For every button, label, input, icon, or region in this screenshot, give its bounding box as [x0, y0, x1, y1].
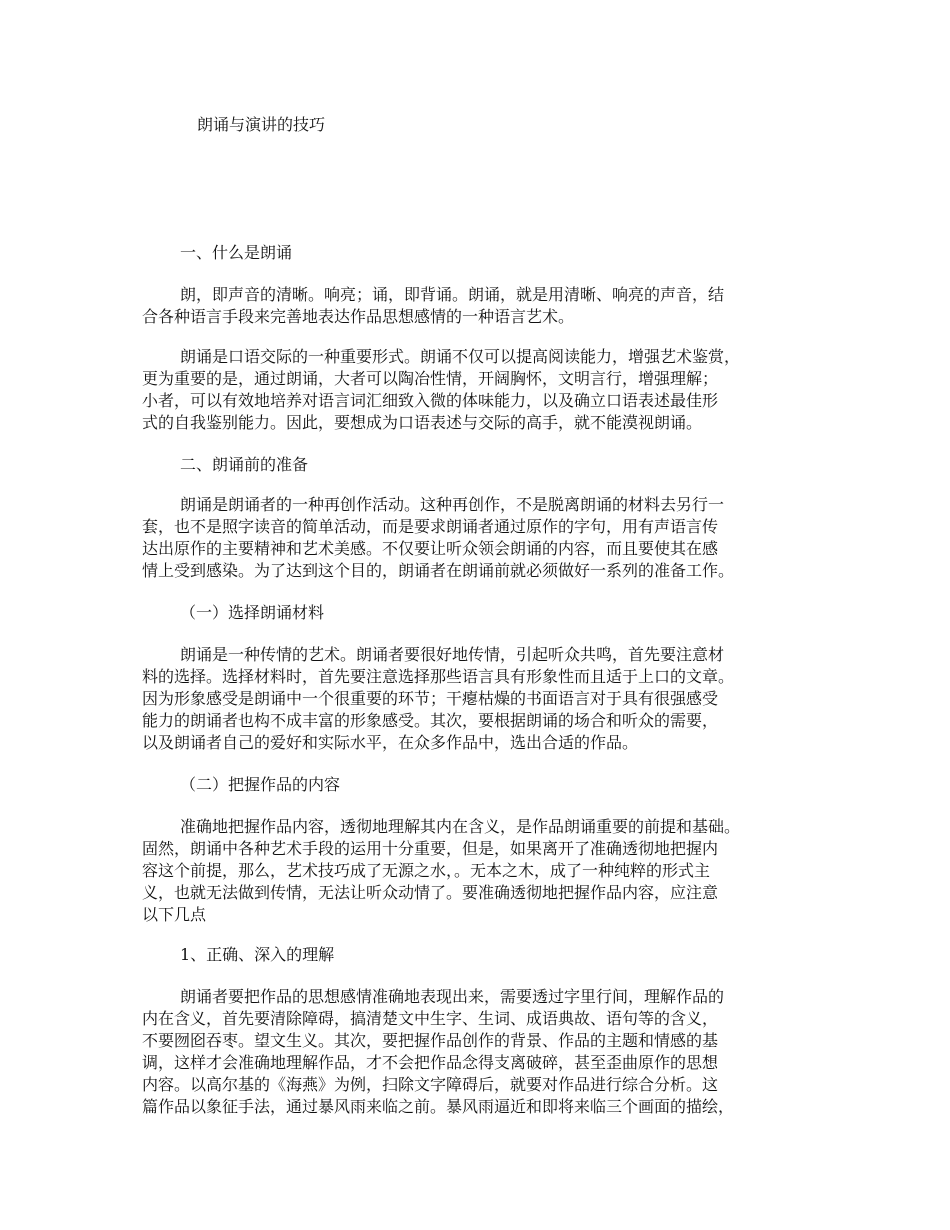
paragraph-line: 以下几点: [142, 905, 207, 924]
paragraph-definition: [142, 284, 822, 328]
paragraph-line: 以及朗诵者自己的爱好和实际水平，在众多作品中，选出合适的作品。: [142, 733, 639, 752]
paragraph-line: 朗诵者要把作品的思想感情准确地表现出来，需要透过字里行间，理解作品的: [180, 987, 725, 1006]
paragraph-line: 小者，可以有效地培养对语言词汇细致入微的体味能力，以及确立口语表述最佳形: [142, 391, 719, 410]
paragraph-line: 情上受到感染。为了达到这个目的，朗诵者在朗诵前就必须做好一系列的准备工作。: [142, 561, 735, 580]
paragraph-line: 内在含义，首先要清除障碍，搞清楚文中生字、生词、成语典故、语句等的含义，: [142, 1009, 719, 1028]
paragraph-line: 因为形象感受是朗诵中一个很重要的环节；干瘪枯燥的书面语言对于具有很强感受: [142, 689, 719, 708]
paragraph-content: [142, 816, 822, 926]
paragraph-line: 达出原作的主要精神和艺术美感。不仅要让听众领会朗诵的内容，而且要使其在感: [142, 539, 719, 558]
paragraph-line: 义，也就无法做到传情，无法让听众动情了。要准确透彻地把握作品内容，应注意: [142, 883, 719, 902]
paragraph-line: 朗诵是口语交际的一种重要形式。朗诵不仅可以提高阅读能力，增强艺术鉴赏，: [180, 347, 741, 366]
paragraph-line: 朗诵是一种传情的艺术。朗诵者要很好地传情，引起听众共鸣，首先要注意材: [180, 645, 725, 664]
paragraph-line: 不要囫囵吞枣。望文生义。其次，要把握作品创作的背景、作品的主题和情感的基: [142, 1031, 719, 1050]
paragraph-importance: [142, 346, 822, 434]
paragraph-line: 更为重要的是，通过朗诵，大者可以陶冶性情，开阔胸怀，文明言行，增强理解；: [142, 369, 719, 388]
heading-understanding: 1、正确、深入的理解: [180, 945, 335, 964]
paragraph-line: 式的自我鉴别能力。因此，要想成为口语表述与交际的高手，就不能漠视朗诵。: [142, 413, 703, 432]
paragraph-line: 合各种语言手段来完善地表达作品思想感情的一种语言艺术。: [142, 307, 575, 326]
paragraph-line: 内容。以高尔基的《海燕》为例，扫除文字障碍后，就要对作品进行综合分析。这: [142, 1075, 719, 1094]
paragraph-recreation: [142, 494, 822, 582]
paragraph-line: 容这个前提，那么，艺术技巧成了无源之水，。无本之木，成了一种纯粹的形式主: [142, 861, 711, 880]
paragraph-line: 套，也不是照字读音的简单活动，而是要求朗诵者通过原作的字句，用有声语言传: [142, 517, 719, 536]
paragraph-understanding: [142, 986, 822, 1118]
paragraph-line: 调，这样才会准确地理解作品，才不会把作品念得支离破碎，甚至歪曲原作的思想: [142, 1053, 719, 1072]
heading-grasp-content: （二）把握作品的内容: [180, 775, 341, 794]
heading-preparation: 二、朗诵前的准备: [180, 455, 309, 474]
paragraph-line: 料的选择。选择材料时，首先要注意选择那些语言具有形象性而且适于上口的文章。: [142, 667, 735, 686]
heading-choose-material: （一）选择朗诵材料: [180, 603, 325, 622]
paragraph-line: 能力的朗诵者也构不成丰富的形象感受。其次，要根据朗诵的场合和听众的需要，: [142, 711, 719, 730]
paragraph-line: 篇作品以象征手法，通过暴风雨来临之前。暴风雨逼近和即将来临三个画面的描绘，: [142, 1097, 735, 1116]
document-title: 朗诵与演讲的技巧: [197, 115, 326, 134]
paragraph-material: [142, 644, 822, 754]
heading-what-is-recitation: 一、什么是朗诵: [180, 243, 293, 262]
paragraph-line: 朗，即声音的清晰。响亮；诵，即背诵。朗诵，就是用清晰、响亮的声音，结: [180, 285, 725, 304]
paragraph-line: 准确地把握作品内容，透彻地理解其内在含义，是作品朗诵重要的前提和基础。: [180, 817, 741, 836]
paragraph-line: 朗诵是朗诵者的一种再创作活动。这种再创作，不是脱离朗诵的材料去另行一: [180, 495, 725, 514]
paragraph-line: 固然，朗诵中各种艺术手段的运用十分重要，但是，如果离开了准确透彻地把握内: [142, 839, 719, 858]
